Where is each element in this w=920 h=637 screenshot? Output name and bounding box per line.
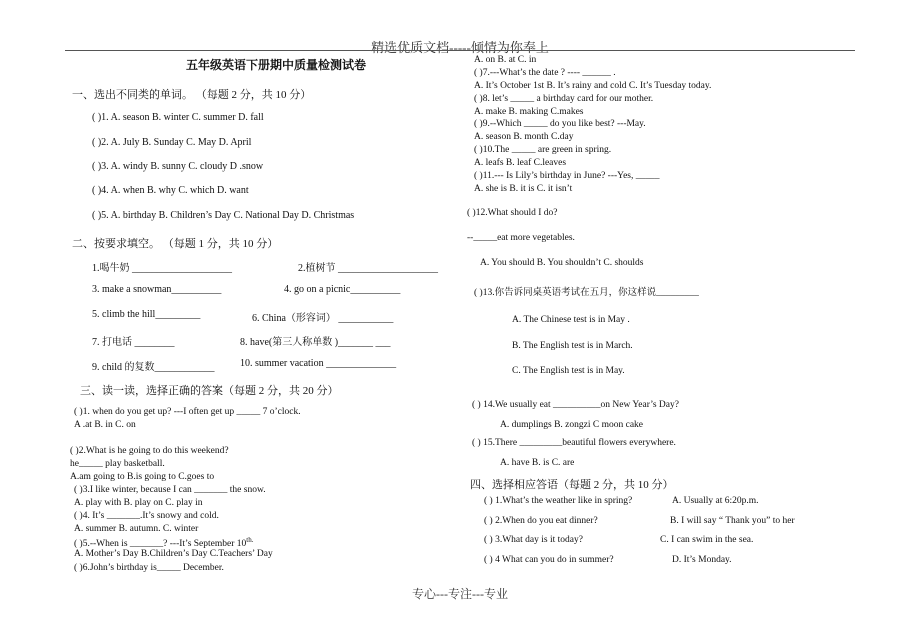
part3-q12-options: A. You should B. You shouldn’t C. shoulds bbox=[480, 258, 644, 268]
part3-q12: ( )12.What should I do? bbox=[467, 208, 558, 218]
part2-item-4: 4. go on a picnic__________ bbox=[284, 284, 401, 295]
part3-q12-prompt: --_____eat more vegetables. bbox=[467, 233, 575, 243]
part3-left-line-11: A. Mother’s Day B.Children’s Day C.Teachers’ Day bbox=[74, 549, 273, 559]
part3-left-line-8: ( )4. It’s _______.It’s snowy and cold. bbox=[74, 511, 219, 521]
ordinal-suffix: th. bbox=[246, 536, 254, 544]
part3-right-line-8: ( )10.The _____ are green in spring. bbox=[474, 145, 612, 155]
exam-title: 五年级英语下册期中质量检测试卷 bbox=[186, 58, 367, 72]
part3-right-line-6: ( )9.--Which _____ do you like best? ---May. bbox=[474, 119, 646, 129]
part3-q15: ( ) 15.There _________beautiful flowers everywhere. bbox=[472, 438, 676, 448]
part3-q14-options: A. dumplings B. zongzi C moon cake bbox=[500, 420, 644, 430]
part4-answer-a: A. Usually at 6:20p.m. bbox=[672, 496, 759, 506]
part3-q13-option-b: B. The English test is in March. bbox=[512, 341, 633, 351]
part4-question-2: ( ) 2.When do you eat dinner? bbox=[484, 516, 598, 526]
part3-q13-option-c: C. The English test is in May. bbox=[512, 366, 625, 376]
part2-item-3: 3. make a snowman__________ bbox=[92, 284, 222, 295]
part3-left-line-4: he_____ play basketball. bbox=[70, 459, 165, 469]
part3-left-line-12: ( )6.John’s birthday is_____ December. bbox=[74, 563, 224, 573]
part3-left-line-9: A. summer B. autumn. C. winter bbox=[74, 524, 199, 534]
part2-item-5: 5. climb the hill_________ bbox=[92, 309, 201, 320]
part3-right-line-4: ( )8. let’s _____ a birthday card for our mother. bbox=[474, 94, 654, 104]
part1-item-4: ( )4. A. when B. why C. which D. want bbox=[92, 185, 249, 196]
part3-left-line-6: ( )3.I like winter, because I can _______ the snow. bbox=[74, 485, 266, 495]
part3-q13: ( )13.你告诉同桌英语考试在五月，你这样说_________ bbox=[474, 288, 699, 298]
part1-item-2: ( )2. A. July B. Sunday C. May D. April bbox=[92, 137, 252, 148]
part1-heading: 一、选出不同类的单词。 （每题 2 分，共 10 分） bbox=[72, 89, 312, 101]
part2-heading: 二、按要求填空。 （每题 1 分，共 10 分） bbox=[72, 238, 279, 250]
header-rule bbox=[65, 50, 855, 51]
part3-right-line-2: ( )7.---What’s the date ? ---- ______ . bbox=[474, 68, 616, 78]
part4-answer-c: C. I can swim in the sea. bbox=[660, 535, 754, 545]
part3-q14: ( ) 14.We usually eat __________on New Year’s Day? bbox=[472, 400, 679, 410]
part1-item-5: ( )5. A. birthday B. Children’s Day C. National Day D. Christmas bbox=[92, 210, 355, 221]
part3-right-line-3: A. It’s October 1st B. It’s rainy and cold C. It’s Tuesday today. bbox=[474, 81, 712, 91]
part3-left-line-7: A. play with B. play on C. play in bbox=[74, 498, 203, 508]
part4-answer-b: B. I will say “ Thank you” to her bbox=[670, 516, 795, 526]
part3-heading: 三、读一读，选择正确的答案（每题 2 分，共 20 分） bbox=[80, 385, 339, 397]
part3-left-line-1: ( )1. when do you get up? ---I often get up _____ 7 o’clock. bbox=[74, 407, 301, 417]
part3-q15-options: A. have B. is C. are bbox=[500, 458, 575, 468]
part1-item-1: ( )1. A. season B. winter C. summer D. fall bbox=[92, 112, 264, 123]
part3-right-line-7: A. season B. month C.day bbox=[474, 132, 574, 142]
part4-question-1: ( ) 1.What’s the weather like in spring? bbox=[484, 496, 633, 506]
part3-q13-option-a: A. The Chinese test is in May . bbox=[512, 315, 630, 325]
part4-heading: 四、选择相应答语（每题 2 分，共 10 分） bbox=[470, 479, 674, 491]
part3-right-line-1: A. on B. at C. in bbox=[474, 55, 537, 65]
part2-item-9: 9. child 的复数____________ bbox=[92, 362, 215, 373]
part2-item-1: 1.喝牛奶 ____________________ bbox=[92, 263, 232, 274]
part2-item-7: 7. 打电话 ________ bbox=[92, 337, 175, 348]
part3-right-line-9: A. leafs B. leaf C.leaves bbox=[474, 158, 567, 168]
part3-left-line-2: A .at B. in C. on bbox=[74, 420, 136, 430]
part2-item-10: 10. summer vacation ______________ bbox=[240, 358, 397, 369]
part2-item-2: 2.植树节 ____________________ bbox=[298, 263, 438, 274]
part3-left-line-5: A.am going to B.is going to C.goes to bbox=[70, 472, 215, 482]
part3-left-line-10 bbox=[74, 536, 253, 549]
part2-item-8: 8. have(第三人称单数 )_______ ___ bbox=[240, 337, 391, 348]
part3-q5-text: ( )5.--When is _______? ---It’s September 10 bbox=[74, 539, 247, 550]
part4-question-4: ( ) 4 What can you do in summer? bbox=[484, 555, 614, 565]
part1-item-3: ( )3. A. windy B. sunny C. cloudy D .snow bbox=[92, 161, 264, 172]
part3-right-line-5: A. make B. making C.makes bbox=[474, 107, 584, 117]
part4-question-3: ( ) 3.What day is it today? bbox=[484, 535, 583, 545]
part2-item-6: 6. China（形容词） ___________ bbox=[252, 313, 394, 324]
page-footer: 专心---专注---专业 bbox=[412, 587, 508, 601]
part3-right-line-10: ( )11.--- Is Lily’s birthday in June? ---Yes, _____ bbox=[474, 171, 660, 181]
part4-answer-d: D. It’s Monday. bbox=[672, 555, 732, 565]
part3-left-line-3: ( )2.What is he going to do this weekend? bbox=[70, 446, 229, 456]
part3-right-line-11: A. she is B. it is C. it isn’t bbox=[474, 184, 573, 194]
page-header: 精选优质文档-----倾情为你奉上 bbox=[371, 40, 549, 55]
